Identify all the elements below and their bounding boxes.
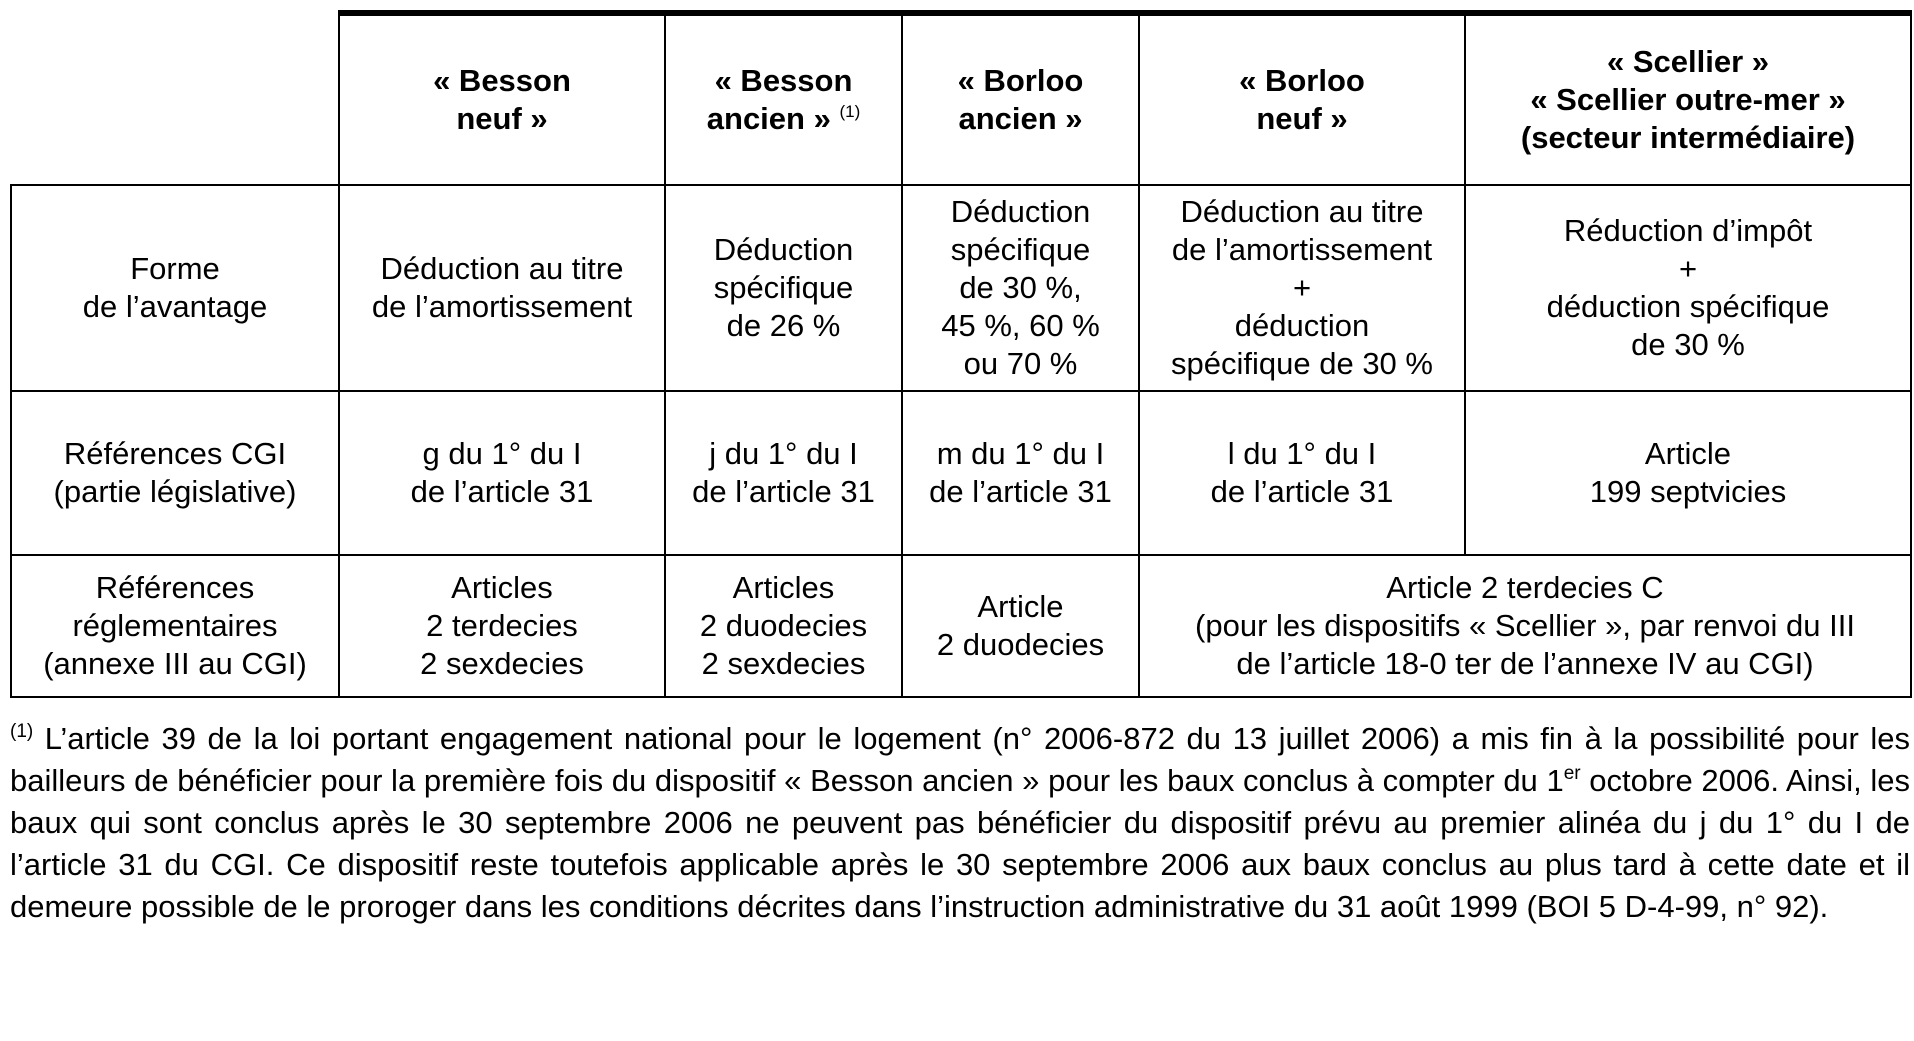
header-borloo-neuf: « Borloo neuf » <box>1139 13 1465 185</box>
table-cell: m du 1° du I de l’article 31 <box>902 391 1139 555</box>
footnote-marker: (1) <box>10 721 34 742</box>
table-cell-merged: Article 2 terdecies C (pour les dispositifs « Scellier », par renvoi du III de l’article 18-0 ter de l’annexe IV au CGI) <box>1139 555 1911 697</box>
table-cell: Articles 2 terdecies 2 sexdecies <box>339 555 665 697</box>
document-page <box>10 10 1909 959</box>
table-cell: j du 1° du I de l’article 31 <box>665 391 902 555</box>
header-besson-neuf: « Besson neuf » <box>339 13 665 185</box>
row-label-forme-avantage: Forme de l’avantage <box>11 185 339 391</box>
table-row <box>11 185 1911 391</box>
footnote-text: L’article 39 de la loi portant engagement national pour le logement (n° 2006-872 du 13 juillet 2006) a mis fin à la possibilité pour les bailleurs de bénéficier pour la première fois du dispositif « Besson ancien » pour les baux conclus à compter du 1 <box>10 721 1910 798</box>
row-label-references-reglementaires: Références réglementaires (annexe III au CGI) <box>11 555 339 697</box>
table-row <box>11 555 1911 697</box>
table-row <box>11 391 1911 555</box>
footnote-superscript: er <box>1563 763 1581 784</box>
table-header-row <box>11 13 1911 185</box>
table-cell: Article 199 septvicies <box>1465 391 1911 555</box>
header-scellier: « Scellier » « Scellier outre-mer » (secteur intermédiaire) <box>1465 13 1911 185</box>
table-cell: Déduction au titre de l’amortissement <box>339 185 665 391</box>
table-cell: g du 1° du I de l’article 31 <box>339 391 665 555</box>
tax-schemes-table <box>10 10 1912 698</box>
table-cell: Réduction d’impôt + déduction spécifique de 30 % <box>1465 185 1911 391</box>
table-cell: Déduction au titre de l’amortissement + déduction spécifique de 30 % <box>1139 185 1465 391</box>
footnote-text-continued: octobre 2006. Ainsi, les baux qui sont conclus après le 30 septembre 2006 ne peuvent pas bénéficier du dispositif prévu au premier alinéa du j du 1° du I de l’article 31 du CGI. Ce dispositif reste toutefois applicable après le 30 septembre 2006 aux baux conclus au plus tard à cette date et il demeure possible de le proroger dans les conditions décrites dans l’instruction administrative du 31 août 1999 (BOI 5 D-4-99, n° 92). <box>10 763 1910 924</box>
table-cell: Articles 2 duodecies 2 sexdecies <box>665 555 902 697</box>
table-cell: Article 2 duodecies <box>902 555 1139 697</box>
table-cell: Déduction spécifique de 30 %, 45 %, 60 % ou 70 % <box>902 185 1139 391</box>
table-cell: l du 1° du I de l’article 31 <box>1139 391 1465 555</box>
row-label-references-cgi: Références CGI (partie législative) <box>11 391 339 555</box>
footnote-ref-marker: (1) <box>839 102 861 121</box>
header-borloo-ancien: « Borloo ancien » <box>902 13 1139 185</box>
table-cell: Déduction spécifique de 26 % <box>665 185 902 391</box>
header-besson-ancien: « Besson ancien » $^{(1)}$ <box>665 13 902 185</box>
table-corner-cell <box>11 13 339 185</box>
footnote <box>10 718 1910 928</box>
